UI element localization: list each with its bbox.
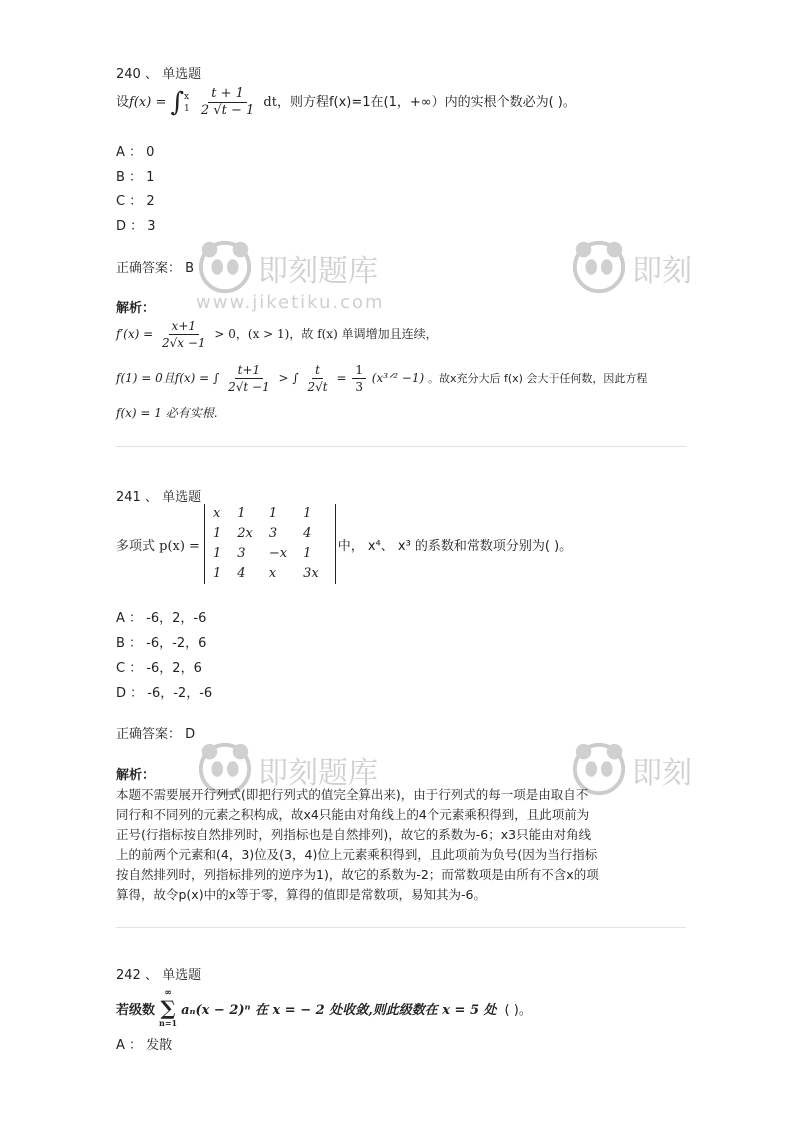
analysis-line: 本题不需要展开行列式(即把行列式的值完全算出来)，由于行列式的每一项是由取自不 [116, 787, 589, 802]
analysis-fraction [225, 362, 273, 395]
stem-term: aₙ(x − 2)ⁿ 在 x = − 2 处收敛,则此级数在 x = 5 处 [181, 1002, 497, 1018]
dt: dt [263, 95, 277, 110]
frac-den: 2√t −1 [228, 380, 270, 394]
watermark-brand: 即刻题库 [258, 756, 378, 791]
frac-den: 2√t [307, 380, 328, 394]
sum-lower: n=1 [159, 1018, 178, 1028]
analysis-240-line2 [116, 362, 686, 395]
answer-label: 正确答案： [116, 261, 182, 276]
question-240-stem [116, 86, 686, 119]
frac-num: t+1 [235, 362, 264, 379]
matrix-cell: 1 [212, 546, 222, 561]
panda-logo-icon [196, 238, 254, 296]
analysis-line: 上的前两个元素和(4，3)位及(3，4)位上元素乘积得到，且此项前为负号(因为当行指标 [116, 847, 598, 862]
analysis-line: 按自然排列时，列指标排列的逆序为1)，故它的系数为-2；而常数项是由所有不含x的项 [116, 867, 599, 882]
matrix-cell: 1 [303, 506, 312, 521]
frac-num: x+1 [169, 318, 199, 335]
analysis-fprime: f′(x) = [116, 327, 154, 341]
analysis-line2-a: f(1) = 0且f(x) = ∫ [116, 371, 220, 385]
panda-logo-icon [570, 238, 628, 296]
analysis-mid: > 0，(x > 1)，故 [214, 327, 314, 341]
integrand-fraction [198, 86, 257, 119]
analysis-line2-c: = [336, 371, 347, 385]
frac-den: 2√x −1 [162, 336, 206, 350]
option-c[interactable]: C ： -6，2，6 [116, 661, 202, 676]
matrix-cell: 1 [237, 506, 246, 521]
option-b[interactable]: B ： 1 [116, 170, 155, 185]
matrix-cell: 2x [237, 526, 253, 541]
analysis-fraction [352, 362, 366, 395]
matrix-cell: 3x [303, 566, 319, 581]
determinant-matrix [204, 504, 336, 584]
stem-prefix: 多项式 p(x) = [116, 538, 200, 554]
stem-eq: = [155, 95, 167, 110]
matrix-cell: x [268, 566, 277, 581]
frac-num: 1 [352, 362, 366, 379]
int-lower: 1 [184, 103, 190, 114]
matrix-cell: 4 [303, 526, 312, 541]
watermark-brand: 即刻题库 [258, 254, 378, 289]
analysis-240-line1 [116, 318, 686, 351]
divider [116, 927, 686, 928]
stem-suffix: 中， x⁴、 x³ 的系数和常数项分别为( )。 [337, 538, 573, 554]
matrix-cell: 1 [212, 526, 222, 541]
question-241-header: 241 、 单选题 [116, 490, 202, 505]
answer-value: B [185, 261, 195, 276]
question-241-stem [116, 504, 686, 584]
stem-prefix: 设 [116, 95, 130, 110]
analysis-line: 同行和不同列的元素之积构成，故x4只能由对角线上的4个元素乘积得到，且此项前为 [116, 807, 590, 822]
correct-answer [116, 723, 195, 742]
stem-suffix: ( )。 [504, 1002, 532, 1018]
option-b[interactable]: B ： -6，-2，6 [116, 636, 207, 651]
divider [116, 446, 686, 447]
option-d[interactable]: D ： -6，-2，-6 [116, 686, 213, 701]
sigma-icon: ∑ [160, 996, 176, 1020]
analysis-line2-d: (x³ᐟ² −1) [371, 371, 425, 385]
integral-sign: ∫ [170, 87, 185, 118]
answer-label: 正确答案： [116, 727, 182, 742]
watermark-brand-partial: 即刻 [632, 254, 692, 289]
analysis-240-line3: f(x) = 1 必有实根. [116, 406, 218, 420]
stem-suffix: ，则方程f(x)=1在(1，+∞）内的实根个数必为( )。 [276, 95, 576, 110]
analysis-line2-b: > ∫ [278, 371, 299, 385]
sum-upper: ∞ [164, 988, 172, 998]
frac-num: t + 1 [208, 86, 247, 103]
correct-answer [116, 257, 194, 276]
question-240-header: 240 、 单选题 [116, 67, 202, 82]
question-242-stem [116, 988, 686, 1028]
analysis-241-text [116, 785, 686, 905]
matrix-cell: −x [268, 546, 288, 561]
option-d[interactable]: D ： 3 [116, 219, 156, 234]
int-upper: x [184, 91, 190, 102]
stem-fx: f(x) [129, 95, 152, 110]
analysis-fraction [305, 362, 331, 395]
stem-prefix: 若级数 [116, 1002, 156, 1018]
analysis-tail: f(x) 单调增加且连续， [317, 327, 438, 341]
answer-value: D [185, 727, 196, 742]
analysis-line: 算得，故令p(x)中的x等于零，算得的值即是常数项，易知其为-6。 [116, 887, 486, 902]
option-c[interactable]: C ： 2 [116, 194, 155, 209]
matrix-cell: x [212, 506, 221, 521]
frac-den: 2 √t − 1 [200, 103, 255, 118]
summation [159, 988, 177, 1028]
matrix-cell: 1 [268, 506, 278, 521]
analysis-line: 正号(行指标按自然排列时，列指标也是自然排列)，故它的系数为-6；x3只能由对角线 [116, 827, 592, 842]
analysis-line2-tail: 。故x充分大后 f(x) 会大于任何数，因此方程 [427, 372, 648, 385]
matrix-cell: 1 [212, 566, 222, 581]
analysis-label: 解析： [116, 301, 156, 316]
option-a[interactable]: A ： 0 [116, 145, 155, 160]
watermark-brand-partial: 即刻 [632, 756, 692, 791]
matrix-cell: 1 [303, 546, 312, 561]
frac-num: t [312, 362, 323, 379]
option-a[interactable]: A ： -6，2，-6 [116, 611, 207, 626]
integral-limits [184, 91, 190, 115]
question-242-header: 242 、 单选题 [116, 968, 202, 983]
matrix-cell: 4 [237, 566, 246, 581]
matrix-cell: 3 [268, 526, 278, 541]
matrix-cell: 3 [237, 546, 246, 561]
analysis-label: 解析： [116, 768, 156, 783]
frac-den: 3 [355, 380, 363, 394]
analysis-fraction [159, 318, 209, 351]
watermark-url: www.jiketiku.com [196, 292, 385, 313]
option-a[interactable]: A ： 发散 [116, 1038, 173, 1053]
